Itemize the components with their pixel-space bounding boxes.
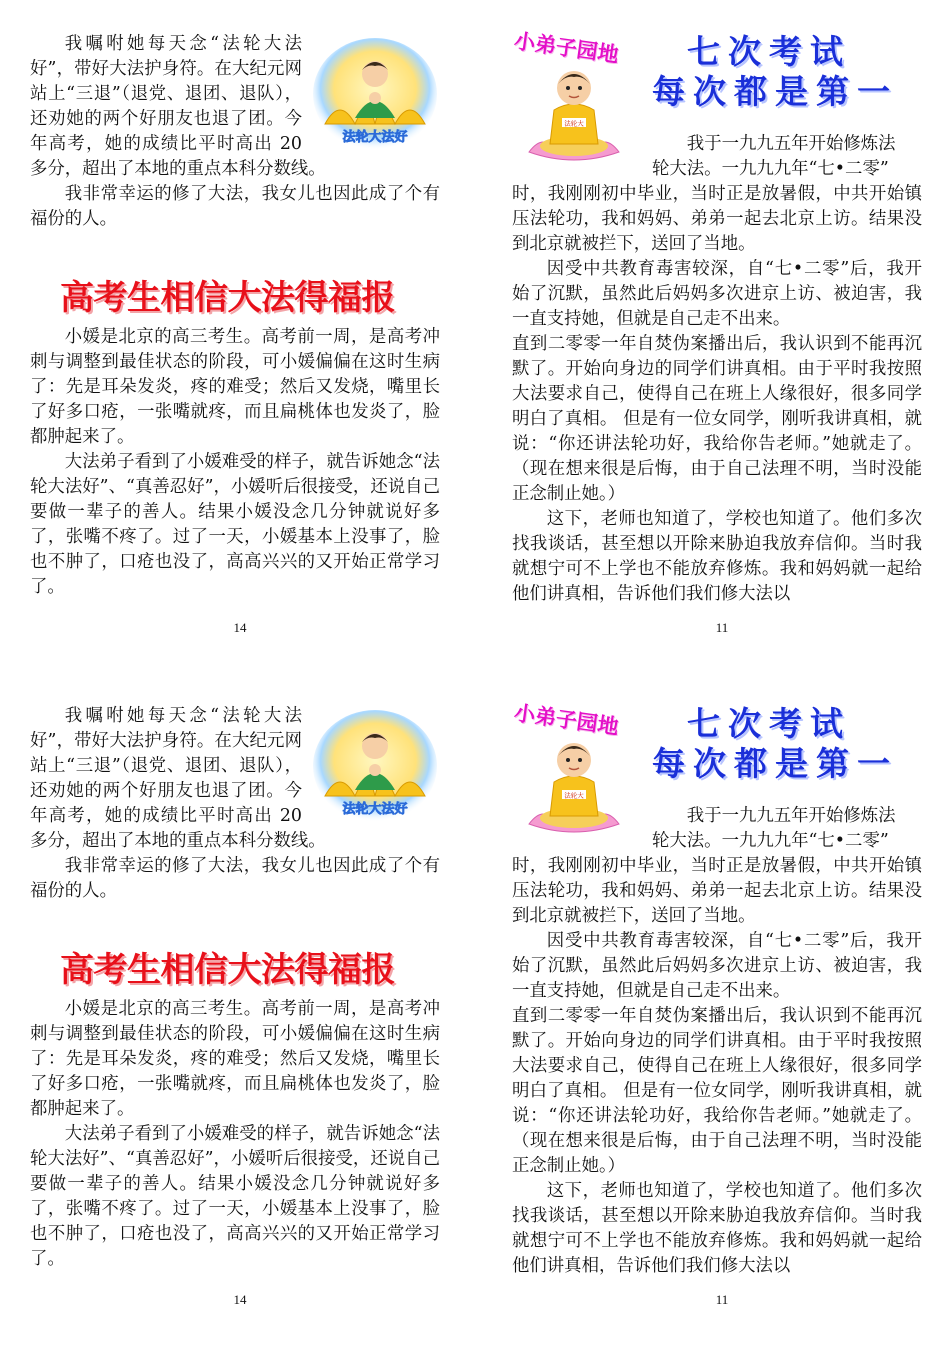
story-section [30,325,440,600]
body-paragraph-1-rest: 时，我刚刚初中毕业，当时正是放暑假，中共开始镇压法轮功，我和妈妈、弟弟一起去北京上访。结果没到北京就被拦下，送回了当地。 [512,184,922,254]
page-number: 14 [233,620,247,635]
kid-badge-text: 法轮大 [564,119,584,128]
article-title [652,704,922,784]
title-line-2: 每次都是第一 [652,744,898,783]
falun-dafa-emblem-icon [310,36,440,156]
page-number: 11 [715,620,729,635]
body-paragraph-1-rest: 时，我刚刚初中毕业，当时正是放暑假，中共开始镇压法轮功，我和妈妈、弟弟一起去北京上访。结果没到北京就被拦下，送回了当地。 [512,856,922,926]
body-paragraph-2: 因受中共教育毒害较深，自“七•二零”后，我开始了沉默，虽然此后妈妈多次进京上访、被迫害，我一直支持她，但就是自己走不出来。 [512,931,922,1001]
article-title [652,32,922,112]
emblem-text: 法轮大法好 [342,802,408,817]
article-body [512,132,922,607]
article-headline: 高考生相信大法得福报 [60,950,395,990]
story-paragraph-2: 大法弟子看到了小媛难受的样子，就告诉她念“法轮大法好”、“真善忍好”，小媛听后很接受，还说自己要做一辈子的善人。结果小媛没念几分钟就说好多了，张嘴不疼了。过了一天，小媛基本上没事了，脸也不肿了，口疮也没了，高高兴兴的又开始正常学习了。 [30,452,440,597]
emblem-text: 法轮大法好 [342,130,408,145]
title-line-2: 每次都是第一 [652,72,898,111]
title-line-1: 七次考试 [687,32,851,71]
body-paragraph-4: 这下，老师也知道了，学校也知道了。他们多次找我谈话，甚至想以开除来胁迫我放弃信仰。当时我就想宁可不上学也不能放弃修炼。我和妈妈就一起给他们讲真相，告诉他们我们修大法以 [512,1181,922,1276]
booklet-sheet-top [0,0,950,672]
intro-paragraph-1 [30,32,440,182]
intro-paragraph-1-text: 我嘱咐她每天念“法轮大法好”，带好大法护身符。在大纪元网站上“三退”（退党、退团、退队），还劝她的两个好朋友也退了团。今年高考，她的成绩比平时高出 20 多分，超出了本地的重点本科分数线。 [30,706,326,851]
body-paragraph-3: 直到二零零一年自焚伪案播出后，我认识到不能再沉默了。开始向身边的同学们讲真相。由于平时我按照大法要求自己，使得自己在班上人缘很好，很多同学明白了真相。 但是有一位女同学，刚听我讲真相，就说：“你还讲法轮功好，我给你告老师。”她就走了。（现在想来很是后悔，由于自己法理不明，当时没能正念制止她。） [512,334,922,504]
page-14 [30,0,450,672]
body-line-2: 轮大法。一九九九年“七•二零” [652,159,889,179]
body-paragraph-3: 直到二零零一年自焚伪案播出后，我认识到不能再沉默了。开始向身边的同学们讲真相。由于平时我按照大法要求自己，使得自己在班上人缘很好，很多同学明白了真相。 但是有一位女同学，刚听我讲真相，就说：“你还讲法轮功好，我给你告老师。”她就走了。（现在想来很是后悔，由于自己法理不明，当时没能正念制止她。） [512,1006,922,1176]
intro-paragraph-2: 我非常幸运的修了大法，我女儿也因此成了个有福份的人。 [30,856,440,901]
title-line-1: 七次考试 [687,704,851,743]
page-number: 14 [233,1292,247,1307]
page-11 [512,0,932,672]
body-line-1: 我于一九九五年开始修炼法 [686,806,896,826]
page-14 [30,672,450,1344]
intro-section [30,32,440,232]
article-body [512,804,922,1279]
column-label: 小弟子园地 [512,700,621,740]
body-paragraph-2: 因受中共教育毒害较深，自“七•二零”后，我开始了沉默，虽然此后妈妈多次进京上访、被迫害，我一直支持她，但就是自己走不出来。 [512,259,922,329]
intro-paragraph-1-text: 我嘱咐她每天念“法轮大法好”，带好大法护身符。在大纪元网站上“三退”（退党、退团、退队），还劝她的两个好朋友也退了团。今年高考，她的成绩比平时高出 20 多分，超出了本地的重点本科分数线。 [30,34,326,179]
story-paragraph-2: 大法弟子看到了小媛难受的样子，就告诉她念“法轮大法好”、“真善忍好”，小媛听后很接受，还说自己要做一辈子的善人。结果小媛没念几分钟就说好多了，张嘴不疼了。过了一天，小媛基本上没事了，脸也不肿了，口疮也没了，高高兴兴的又开始正常学习了。 [30,1124,440,1269]
page-number: 11 [715,1292,729,1307]
body-line-1: 我于一九九五年开始修炼法 [686,134,896,154]
booklet-sheet-bottom [0,672,950,1344]
intro-section [30,704,440,904]
page-11 [512,672,932,1344]
intro-paragraph-2: 我非常幸运的修了大法，我女儿也因此成了个有福份的人。 [30,184,440,229]
kid-badge-text: 法轮大 [564,791,584,800]
article-headline: 高考生相信大法得福报 [60,278,395,318]
story-section [30,997,440,1272]
intro-paragraph-1 [30,704,440,854]
body-paragraph-4: 这下，老师也知道了，学校也知道了。他们多次找我谈话，甚至想以开除来胁迫我放弃信仰。当时我就想宁可不上学也不能放弃修炼。我和妈妈就一起给他们讲真相，告诉他们我们修大法以 [512,509,922,604]
story-paragraph-1: 小媛是北京的高三考生。高考前一周，是高考冲刺与调整到最佳状态的阶段，可小媛偏偏在这时生病了：先是耳朵发炎，疼的难受；然后又发烧，嘴里长了好多口疮，一张嘴就疼，而且扁桃体也发炎了，脸都肿起来了。 [30,327,440,447]
story-paragraph-1: 小媛是北京的高三考生。高考前一周，是高考冲刺与调整到最佳状态的阶段，可小媛偏偏在这时生病了：先是耳朵发炎，疼的难受；然后又发烧，嘴里长了好多口疮，一张嘴就疼，而且扁桃体也发炎了，脸都肿起来了。 [30,999,440,1119]
body-line-2: 轮大法。一九九九年“七•二零” [652,831,889,851]
column-label: 小弟子园地 [512,28,621,68]
falun-dafa-emblem-icon [310,708,440,828]
